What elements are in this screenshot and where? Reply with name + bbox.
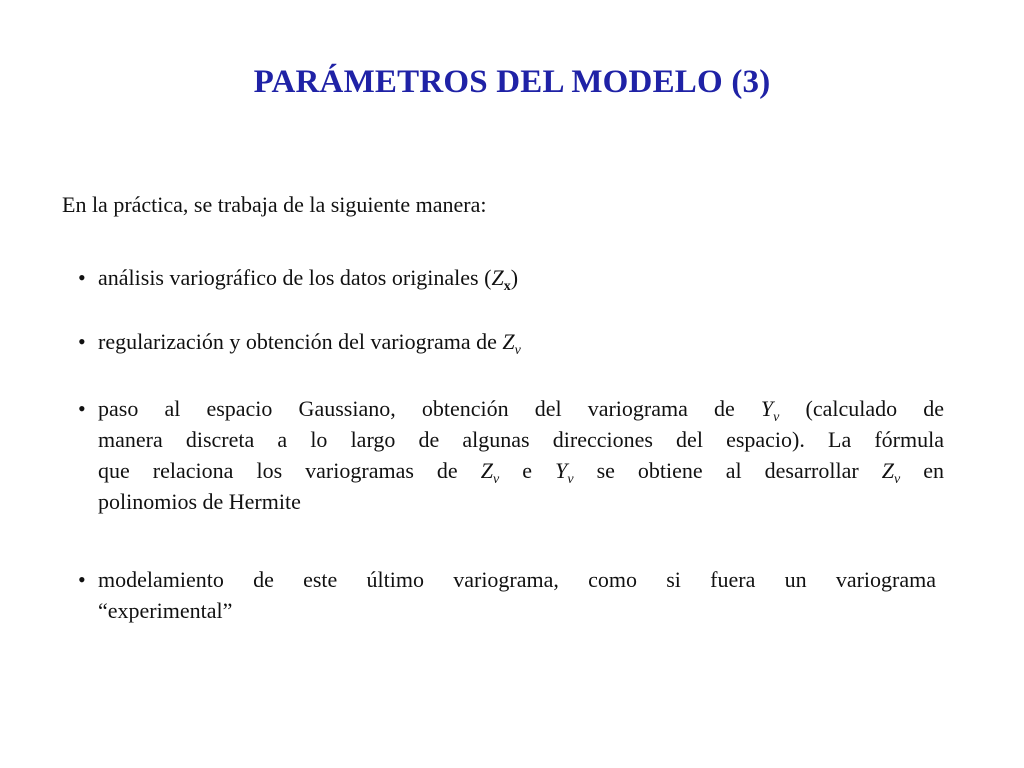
variable-subscript: v bbox=[773, 410, 780, 425]
bullet-dot: • bbox=[78, 567, 86, 592]
variable-symbol: Z bbox=[502, 329, 515, 354]
intro-text: En la práctica, se trabaja de la siguiente manera: bbox=[62, 192, 487, 217]
bullet-line: paso al espacio Gaussiano, obtención del variograma de $Y_v$ (calculado de bbox=[98, 396, 945, 425]
bullet-text bbox=[98, 393, 944, 424]
bullet-line: manera discreta a lo largo de algunas direcciones del espacio). La fórmula bbox=[98, 427, 944, 452]
variable-symbol: Z bbox=[491, 265, 504, 290]
bullet-line: “experimental” bbox=[98, 598, 233, 623]
bullet-text: análisis variográfico de los datos originales $(Z_x)$ bbox=[98, 265, 519, 294]
variable-subscript: v bbox=[514, 343, 521, 358]
variable-subscript: v bbox=[894, 472, 901, 487]
bullet-line: que relaciona los variogramas de $Z_v$ e $Y_v$ se obtiene al desarrollar $Z_v$ en bbox=[98, 458, 945, 487]
bullet-item-1 bbox=[78, 262, 944, 293]
variable-symbol: Y bbox=[760, 396, 774, 421]
bullet-dot: • bbox=[78, 329, 86, 354]
variable-subscript: v bbox=[493, 472, 500, 487]
bullet-line: polinomios de Hermite bbox=[98, 489, 301, 514]
bullet-item-4 bbox=[78, 564, 936, 626]
variable-symbol: Z bbox=[881, 458, 894, 483]
variable-subscript: v bbox=[567, 472, 574, 487]
variable-subscript: x bbox=[503, 279, 511, 294]
bullet-item-2 bbox=[78, 326, 944, 357]
slide-title: PARÁMETROS DEL MODELO (3) bbox=[253, 64, 771, 100]
bullet-dot: • bbox=[78, 396, 86, 421]
bullet-item-3 bbox=[78, 393, 944, 517]
variable-symbol: Z bbox=[480, 458, 493, 483]
bullet-text bbox=[98, 564, 936, 595]
bullet-dot: • bbox=[78, 265, 86, 290]
variable-symbol: Y bbox=[555, 458, 568, 483]
bullet-text: regularización y obtención del variograma de $Z_v$ bbox=[98, 329, 521, 358]
bullet-line: modelamiento de este último variograma, como si fuera un variograma bbox=[98, 567, 936, 592]
